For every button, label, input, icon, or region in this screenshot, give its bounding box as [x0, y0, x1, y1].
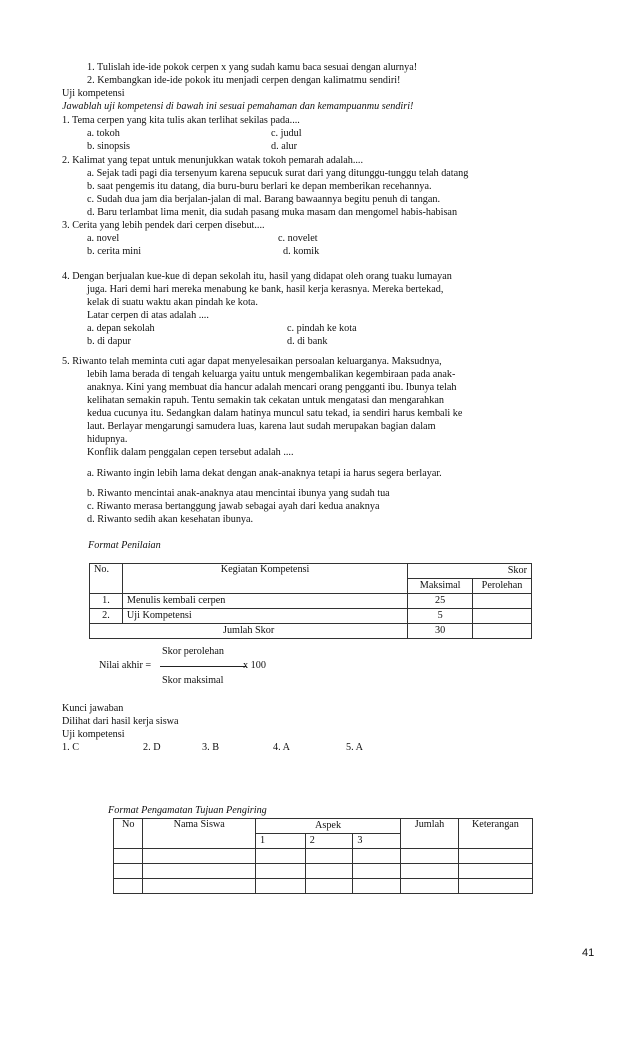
q4-stem-1: 4. Dengan berjualan kue-kue di depan sekolah itu, hasil yang didapat oleh orang tuaku lumayan	[62, 271, 452, 282]
q1-option-a: a. tokoh	[87, 128, 120, 139]
q5-option-b: b. Riwanto mencintai anak-anaknya atau mencintai ibunya yang sudah tua	[87, 488, 390, 499]
page-number: 41	[582, 947, 595, 959]
answer-key-line-2: Uji kompetensi	[62, 729, 125, 740]
assessment-table	[89, 563, 532, 639]
q3-option-a: a. novel	[87, 233, 120, 244]
q5-stem-1: 5. Riwanto telah meminta cuti agar dapat menyelesaikan persoalan keluarganya. Maksudnya,	[62, 356, 442, 367]
answer-3: 3. B	[202, 742, 219, 753]
row-activity: Menulis kembali cerpen	[122, 594, 407, 609]
answer-5: 5. A	[346, 742, 363, 753]
obs-header-notes: Keterangan	[458, 819, 532, 849]
row-obtained	[473, 594, 532, 609]
row-max: 25	[408, 594, 473, 609]
table-row	[90, 609, 532, 624]
row-no: 1.	[90, 594, 123, 609]
q1-stem: 1. Tema cerpen yang kita tulis akan terlihat sekilas pada....	[62, 115, 300, 126]
formula-numerator: Skor perolehan	[162, 646, 224, 657]
row-activity: Uji Kompetensi	[122, 609, 407, 624]
q4-option-c: c. pindah ke kota	[287, 323, 357, 334]
answer-key-line-1: Dilihat dari hasil kerja siswa	[62, 716, 179, 727]
obs-header-aspect: Aspek	[256, 819, 401, 834]
obs-header-total: Jumlah	[401, 819, 459, 849]
obs-aspect-3: 3	[353, 834, 401, 849]
q5-stem-6: laut. Berlayar mengarungi samudera luas, karena laut sudah merupakan bagian dalam	[87, 421, 436, 432]
row-no: 2.	[90, 609, 123, 624]
q4-option-b: b. di dapur	[87, 336, 131, 347]
formula-label: Nilai akhir =	[99, 660, 152, 671]
q4-stem-3: kelak di suatu waktu akan pindah ke kota.	[87, 297, 258, 308]
total-max: 30	[408, 624, 473, 639]
q4-stem-4: Latar cerpen di atas adalah ....	[87, 310, 209, 321]
q5-option-c: c. Riwanto merasa bertanggung jawab sebagai ayah dari kedua anaknya	[87, 501, 380, 512]
obs-header-no: No	[114, 819, 143, 849]
table-row	[90, 594, 532, 609]
q2-option-d: d. Baru terlambat lima menit, dia sudah pasang muka masam dan mengomel habis-habisan	[87, 207, 458, 218]
q5-stem-2: lebih lama berada di tengah keluarga yaitu untuk mengembalikan kegembiraan pada anak-	[87, 369, 456, 380]
header-activity: Kegiatan Kompetensi	[122, 564, 407, 594]
observation-title: Format Pengamatan Tujuan Pengiring	[108, 805, 267, 816]
q2-stem: 2. Kalimat yang tepat untuk menunjukkan watak tokoh pemarah adalah....	[62, 155, 364, 166]
header-score: Skor	[408, 564, 532, 579]
q5-stem-3: anaknya. Kini yang membuat dia hancur adalah mencari orang pengganti ibu. Ibunya telah	[87, 382, 457, 393]
q5-stem-8: Konflik dalam penggalan cepen tersebut adalah ....	[87, 447, 294, 458]
assessment-title: Format Penilaian	[88, 540, 161, 551]
intro-line-2: 2. Kembangkan ide-ide pokok itu menjadi cerpen dengan kalimatmu sendiri!	[87, 75, 401, 86]
q3-option-b: b. cerita mini	[87, 246, 142, 257]
answer-2: 2. D	[143, 742, 161, 753]
q1-option-c: c. judul	[271, 128, 302, 139]
header-obtained: Perolehan	[473, 579, 532, 594]
obs-header-name: Nama Siswa	[143, 819, 256, 849]
observation-table	[113, 818, 533, 894]
header-no: No.	[90, 564, 123, 594]
table-row	[114, 849, 533, 864]
table-row	[114, 879, 533, 894]
q3-option-c: c. novelet	[278, 233, 318, 244]
q4-option-d: d. di bank	[287, 336, 328, 347]
total-row	[90, 624, 532, 639]
q4-option-a: a. depan sekolah	[87, 323, 155, 334]
obs-aspect-1: 1	[256, 834, 306, 849]
q3-stem: 3. Cerita yang lebih pendek dari cerpen disebut....	[62, 220, 265, 231]
table-row	[114, 864, 533, 879]
row-max: 5	[408, 609, 473, 624]
q5-stem-5: kedua cucunya itu. Sedangkan dalam hatinya muncul satu tekad, ia sendiri harus kembali ke	[87, 408, 463, 419]
answer-key-title: Kunci jawaban	[62, 703, 124, 714]
instruction: Jawablah uji kompetensi di bawah ini sesuai pemahaman dan kemampuanmu sendiri!	[62, 101, 414, 112]
q2-option-c: c. Sudah dua jam dia berjalan-jalan di mal. Barang bawaannya begitu penuh di tangan.	[87, 194, 441, 205]
formula-denominator: Skor maksimal	[162, 675, 224, 686]
q1-option-b: b. sinopsis	[87, 141, 131, 152]
fraction-bar	[160, 666, 246, 667]
formula-multiplier: x 100	[243, 660, 266, 671]
answer-4: 4. A	[273, 742, 290, 753]
q5-option-a: a. Riwanto ingin lebih lama dekat dengan anak-anaknya tetapi ia harus segera berlayar.	[87, 468, 442, 479]
total-label: Jumlah Skor	[90, 624, 408, 639]
intro-line-1: 1. Tulislah ide-ide pokok cerpen x yang sudah kamu baca sesuai dengan alurnya!	[87, 62, 418, 73]
q1-option-d: d. alur	[271, 141, 298, 152]
header-max: Maksimal	[408, 579, 473, 594]
row-obtained	[473, 609, 532, 624]
answer-1: 1. C	[62, 742, 79, 753]
q5-stem-7: hidupnya.	[87, 434, 128, 445]
q4-stem-2: juga. Hari demi hari mereka menabung ke bank, hasil kerja kerasnya. Mereka bertekad,	[87, 284, 444, 295]
section-title: Uji kompetensi	[62, 88, 125, 99]
q5-option-d: d. Riwanto sedih akan kesehatan ibunya.	[87, 514, 254, 525]
total-obtained	[473, 624, 532, 639]
q3-option-d: d. komik	[283, 246, 320, 257]
obs-aspect-2: 2	[305, 834, 353, 849]
q2-option-b: b. saat pengemis itu datang, dia buru-buru berlari ke depan memberikan recehannya.	[87, 181, 432, 192]
q5-stem-4: kelihatan semakin rapuh. Tentu semakin tak cekatan untuk mengatasi dan mengarahkan	[87, 395, 444, 406]
q2-option-a: a. Sejak tadi pagi dia tersenyum karena sepucuk surat dari yang ditunggu-tunggu telah datang	[87, 168, 469, 179]
